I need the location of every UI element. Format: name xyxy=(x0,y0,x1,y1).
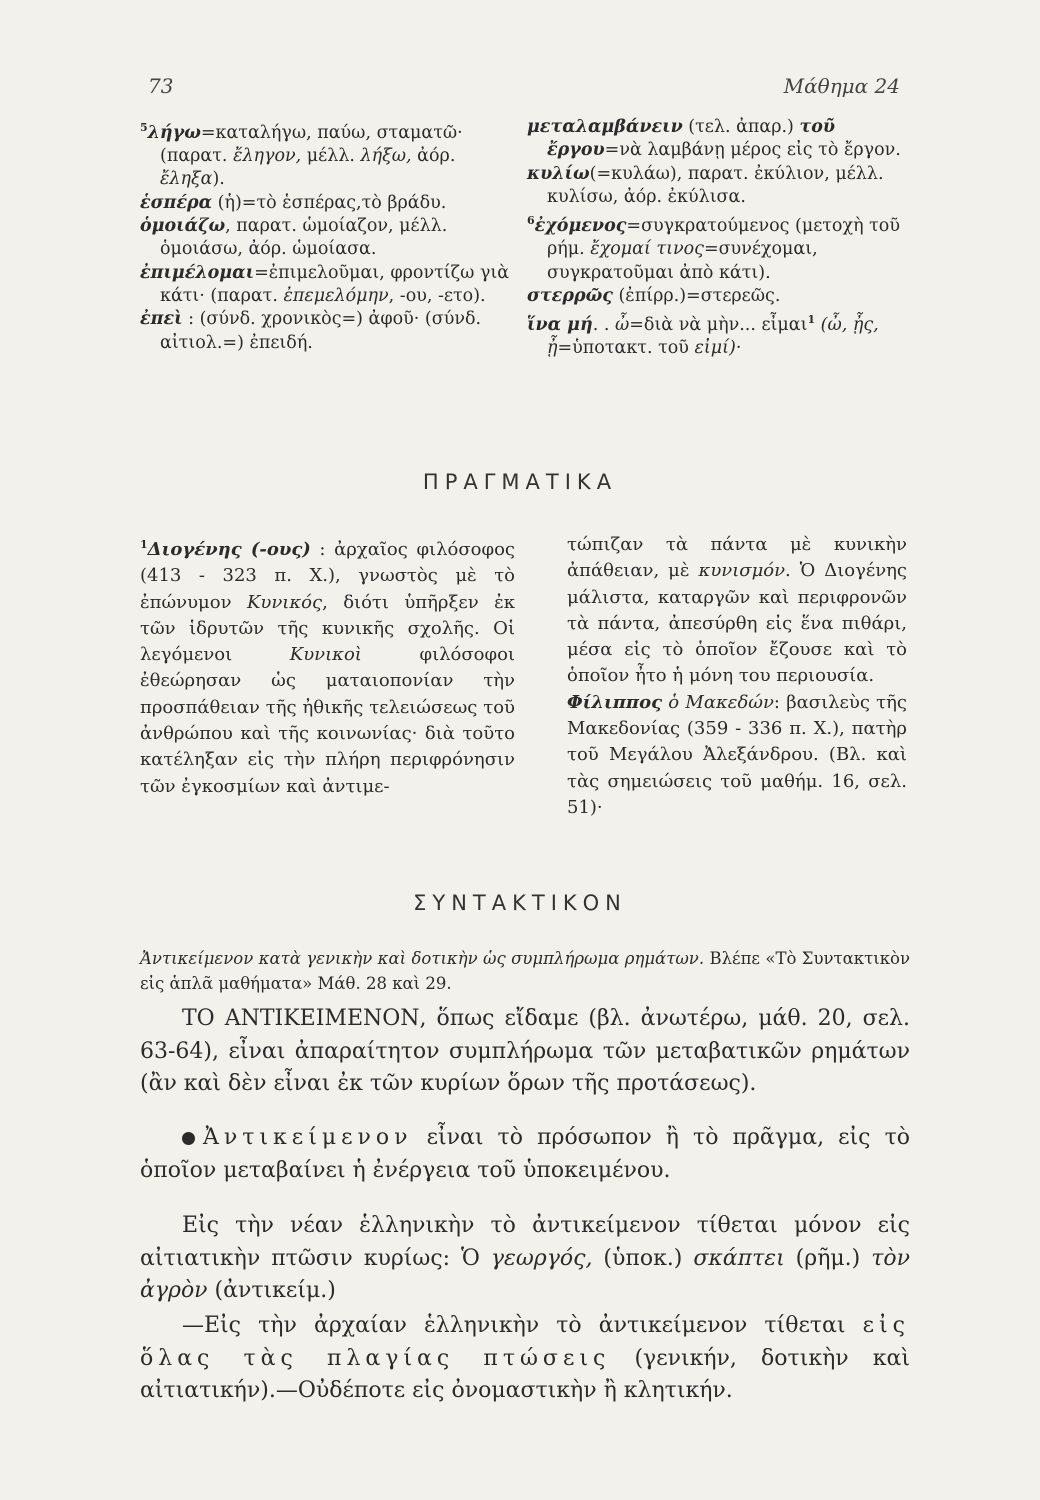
form: ὦ xyxy=(614,315,630,336)
paragraph-object-definition xyxy=(140,1003,910,1101)
form: ἔχομαί τινος xyxy=(590,239,704,260)
page-number: 73 xyxy=(148,74,174,98)
lemma: Διογένης (-ους) xyxy=(147,539,311,560)
section-title-pragmatika: ΠΡΑΓΜΑΤΙΚΑ xyxy=(422,470,618,494)
example-italic: γεωργός, xyxy=(490,1245,593,1271)
lemma: ἑσπέρα xyxy=(140,192,213,213)
lemma: τοῦ ἔργου xyxy=(547,117,836,161)
glossary-entry xyxy=(527,163,905,210)
lemma: Φίλιππος xyxy=(567,691,663,713)
glossary-entry xyxy=(527,285,905,308)
definition: μέλλ. xyxy=(301,146,361,167)
definition: =ὑποτακτ. τοῦ xyxy=(557,338,695,359)
syntaktikon-intro xyxy=(140,946,910,996)
footnote-number: 1 xyxy=(140,538,148,551)
note-italic: ὁ Μακεδών xyxy=(662,691,774,713)
note-italic: Κυνικοὶ xyxy=(289,644,362,666)
note-text: . Ὁ Διογένης μάλιστα, καταργῶν καὶ περιφρονῶν τὰ πάντα, ἀπεσύρθη εἰς ἕνα πιθάρι, μέσα εἰς τὸ ὁποῖον ἔζουσε καὶ τὸ ὁποῖον ἦτο ἡ μόνη του περιουσία. xyxy=(567,560,908,687)
note-text: τώπιζαν τὰ πάντα μὲ κυνικὴν ἀπάθειαν, μὲ xyxy=(567,534,907,582)
note-text: : ἀρχαῖος φιλόσοφος (413 - 323 π. Χ.), γνωστὸς μὲ τὸ ἐπώνυμον xyxy=(140,539,515,613)
paragraph-text: —Εἰς τὴν ἀρχαίαν ἑλληνικὴν τὸ ἀντικείμενον τίθεται xyxy=(182,1313,863,1338)
definition: =συγκρατούμενος (μετοχὴ τοῦ ρήμ. xyxy=(547,216,900,260)
note-text: φιλόσοφοι ἐθεώρησαν ὡς ματαιοπονίαν τὴν προσπάθειαν τῆς ἠθικῆς τελειώσεως τοῦ ἀνθρώπου καὶ τῆς κοινωνίας· διὰ τοῦτο κατέληξαν εἰς τὴν πλήρη περιφρόνησιν τῶν ἐγκοσμίων καὶ ἀντιμε- xyxy=(140,644,515,797)
definition: , -ου, -ετο). xyxy=(388,285,486,306)
lesson-title: Μάθημα 24 xyxy=(783,74,900,98)
note-italic: Κυνικός xyxy=(246,591,323,613)
paragraph-text: (ὑποκ.) xyxy=(592,1245,694,1271)
definition: =καταλήγω, παύω, σταματῶ· (παρατ. xyxy=(160,122,463,167)
glossary-entry xyxy=(527,209,905,285)
note-italic: κυνισμόν xyxy=(698,560,786,582)
footnote-number: 6 xyxy=(527,214,535,228)
pragmatika-entry xyxy=(140,532,515,800)
definition: ἀόρ. xyxy=(411,146,456,167)
definition: =νὰ λαμβάνῃ μέρος εἰς τὸ ἔργον. xyxy=(604,140,901,161)
definition: ). xyxy=(212,169,225,190)
definition: , παρατ. ὡμοίαζον, μέλλ. ὁμοιάσω, ἀόρ. ὡμοίασα. xyxy=(160,216,448,260)
form: ἐπεμελόμην xyxy=(283,285,389,306)
glossary-entry xyxy=(140,116,515,192)
lemma: κυλίω xyxy=(527,163,590,184)
form: ἔληγον, xyxy=(233,146,302,167)
paragraph-text: (ἀντικείμ.) xyxy=(207,1278,336,1303)
paragraph-text: Εἰς τὴν νέαν ἑλληνικὴν τὸ ἀντικείμενον τίθεται μόνον εἰς αἰτιατικὴν πτῶσιν κυρίως: Ὁ xyxy=(140,1213,910,1271)
pragmatika-left-column xyxy=(140,532,515,800)
pragmatika-entry xyxy=(567,532,907,690)
definition: : (σύνδ. χρονικὸς=) ἀφοῦ· (σύνδ. αἰτιολ.=) ἐπειδή. xyxy=(160,309,482,353)
lemma: ἐπιμέλομαι xyxy=(140,262,255,283)
form: λήξω, xyxy=(360,146,412,167)
glossary-entry xyxy=(140,215,515,262)
bullet-icon xyxy=(182,1132,195,1145)
section-title-syntaktikon: ΣΥΝΤΑΚΤΙΚΟΝ xyxy=(413,891,627,915)
footnote-number: 1 xyxy=(807,313,816,327)
lemma: ὁμοιάζω xyxy=(140,216,226,237)
example-italic: σκάπτει xyxy=(693,1245,785,1271)
form: (ὦ, ᾖς, ᾖ xyxy=(547,315,879,359)
lemma: ἐπεὶ xyxy=(140,309,183,330)
note-text: , διότι ὑπῆρξεν ἐκ τῶν ἱδρυτῶν τῆς κυνικῆς σχολῆς. Οἱ λεγόμενοι xyxy=(140,591,515,666)
glossary-entry xyxy=(527,308,905,360)
paragraph-text: ΤΟ ΑΝΤΙΚΕΙΜΕΝΟΝ, ὅπως εἴδαμε (βλ. ἀνωτέρω, μάθ. 20, σελ. 63-64), εἶναι ἀπαραίτητον συμπλήρωμα τῶν μεταβατικῶν ρημάτων (ἂν καὶ δὲν εἶναι ἐκ τῶν κυρίων ὅρων τῆς προτάσεως). xyxy=(140,1006,910,1096)
definition: =διὰ νὰ μὴν... εἶμαι xyxy=(629,315,808,336)
lemma: στερρῶς xyxy=(527,285,613,306)
pragmatika-entry xyxy=(567,690,907,821)
definition: =συνέχομαι, συγκρατοῦμαι ἀπὸ κάτι). xyxy=(547,239,818,283)
paragraph-modern-greek xyxy=(140,1210,910,1308)
footnote-number: 5 xyxy=(140,121,148,134)
paragraph-text: (ρῆμ.) xyxy=(784,1245,872,1271)
lemma: ἐχόμενος xyxy=(534,216,627,237)
glossary-right-column xyxy=(527,116,905,361)
definition: (ἐπίρρ.)=στερεῶς. xyxy=(612,285,781,306)
definition: (ἡ)=τὸ ἑσπέρας,τὸ βράδυ. xyxy=(212,192,447,213)
note-text: : βασιλεὺς τῆς Μακεδονίας (359 - 336 π. Χ.), πατὴρ τοῦ Μεγάλου Ἀλεξάνδρου. (Βλ. καὶ τὰς σημειώσεις τοῦ μαθήμ. 16, σελ. 51)· xyxy=(567,691,907,818)
glossary-entry xyxy=(140,308,515,355)
paragraph-text: (γενικήν, δοτικὴν καὶ αἰτιατικήν).—Οὐδέποτε εἰς ὀνομαστικὴν ἢ κλητικήν. xyxy=(140,1345,911,1403)
paragraph-ancient-greek xyxy=(140,1310,910,1408)
intro-text: Βλέπε «Τὸ Συντακτικὸν εἰς ἁπλᾶ μαθήματα» Μάθ. 28 καὶ 29. xyxy=(140,949,910,993)
glossary-entry xyxy=(527,116,905,163)
intro-italic: Ἀντικείμενον κατὰ γενικὴν καὶ δοτικὴν ὡς συμπλήρωμα ρημάτων. xyxy=(140,949,705,968)
glossary-entry xyxy=(140,262,515,309)
example-italic: τὸν ἀγρὸν xyxy=(140,1245,911,1303)
spaced-term: Ἀντικείμενον xyxy=(203,1125,413,1150)
definition: . . xyxy=(592,315,615,336)
glossary-left-column xyxy=(140,116,515,355)
spaced-term: εἰς ὅλας τὰς πλαγίας πτώσεις xyxy=(140,1313,910,1371)
form: εἰμί)· xyxy=(694,338,742,359)
definition: =ἐπιμελοῦμαι, φροντίζω γιὰ κάτι· (παρατ. xyxy=(160,262,510,306)
lemma: μεταλαμβάνειν xyxy=(527,117,683,137)
paragraph-text: εἶναι τὸ πρόσωπον ἢ τὸ πρᾶγμα, εἰς τὸ ὁποῖον μεταβαίνει ἡ ἐνέργεια τοῦ ὑποκειμένου. xyxy=(140,1125,910,1183)
lemma: λήγω xyxy=(147,122,201,143)
paragraph-object-meaning xyxy=(140,1122,910,1187)
form: ἔληξα xyxy=(160,169,213,190)
pragmatika-right-column xyxy=(567,532,907,821)
definition: (τελ. ἀπαρ.) xyxy=(682,117,800,137)
definition: (=κυλάω), παρατ. ἐκύλιον, μέλλ. κυλίσω, ἀόρ. ἐκύλισα. xyxy=(547,163,884,207)
lemma: ἵνα μή xyxy=(527,315,593,336)
glossary-entry xyxy=(140,192,515,215)
